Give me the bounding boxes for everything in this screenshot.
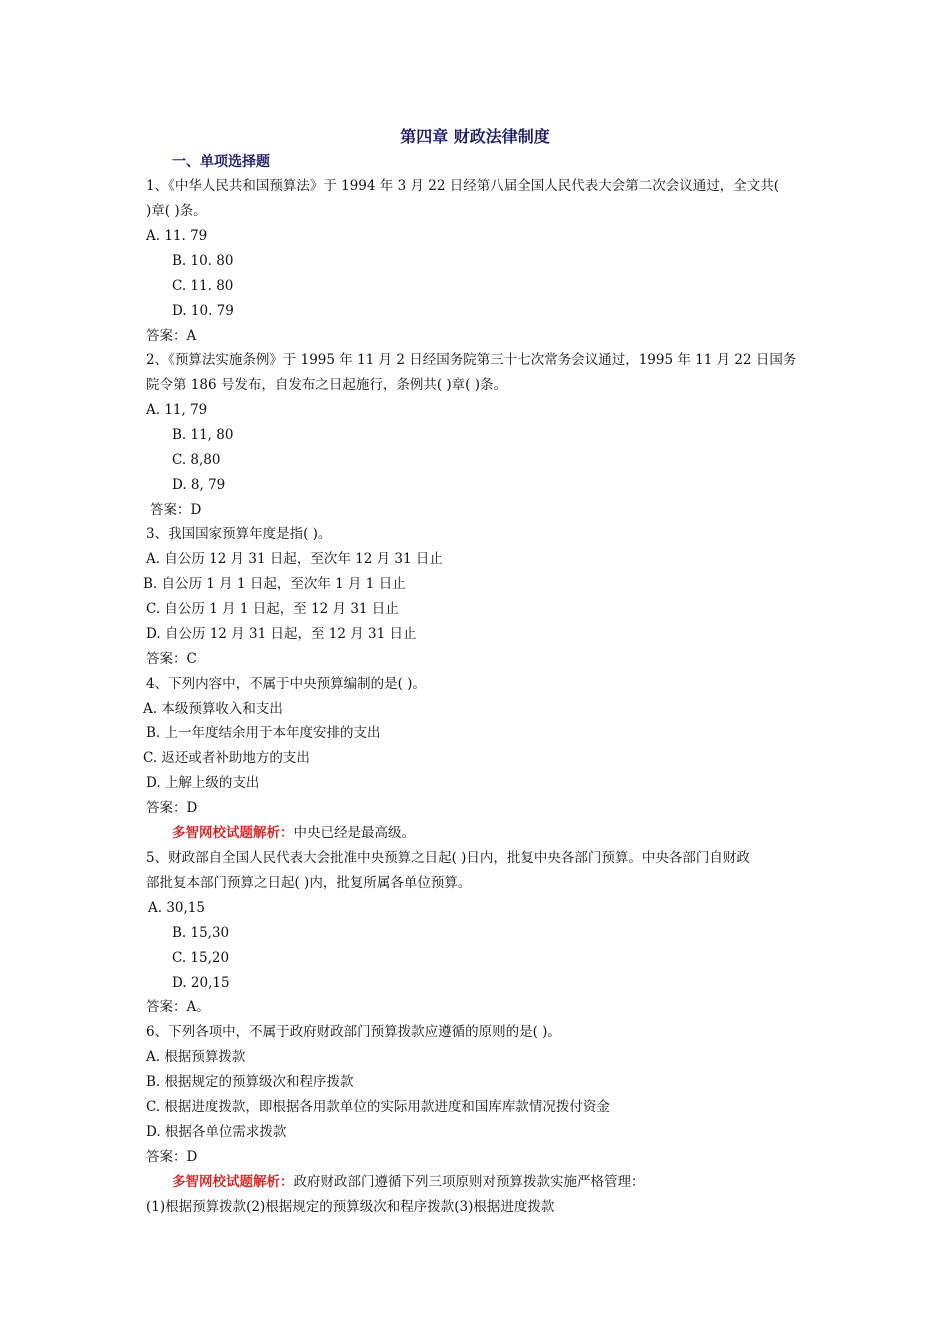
question-5-option-b: B. 15,30 bbox=[172, 925, 230, 941]
question-2-option-b: B. 11, 80 bbox=[172, 427, 234, 443]
question-1-option-d: D. 10. 79 bbox=[172, 303, 234, 319]
question-6-option-c: C. 根据进度拨款，即根据各用款单位的实际用款进度和国库库款情况拨付资金 bbox=[146, 1099, 610, 1115]
question-6-answer: 答案：D bbox=[146, 1149, 198, 1165]
analysis-text: 政府财政部门遵循下列三项原则对预算拨款实施严格管理： bbox=[293, 1174, 645, 1190]
question-1-option-c: C. 11. 80 bbox=[172, 278, 234, 294]
question-5-answer: 答案：A。 bbox=[146, 999, 210, 1015]
question-4-analysis bbox=[172, 822, 415, 844]
question-1-stem-line-2: )章( )条。 bbox=[146, 203, 207, 219]
question-5-option-c: C. 15,20 bbox=[172, 950, 230, 966]
question-6-option-d: D. 根据各单位需求拨款 bbox=[146, 1124, 287, 1140]
question-3-option-a: A. 自公历 12 月 31 日起，至次年 12 月 31 日止 bbox=[146, 551, 443, 567]
question-5-stem-line-1: 5、财政部自全国人民代表大会批准中央预算之日起( )日内，批复中央各部门预算。中央各部门自财政 bbox=[146, 850, 750, 866]
question-4-option-a: A. 本级预算收入和支出 bbox=[143, 701, 283, 717]
question-4-option-c: C. 返还或者补助地方的支出 bbox=[143, 750, 310, 766]
question-6-analysis-line-2: (1)根据预算拨款(2)根据规定的预算级次和程序拨款(3)根据进度拨款 bbox=[146, 1199, 555, 1215]
question-2-option-c: C. 8,80 bbox=[172, 452, 221, 468]
question-1-answer: 答案：A bbox=[146, 328, 197, 344]
question-4-option-d: D. 上解上级的支出 bbox=[146, 775, 260, 791]
question-4-answer: 答案：D bbox=[146, 800, 198, 816]
question-1-option-b: B. 10. 80 bbox=[172, 253, 234, 269]
question-2-stem-line-1: 2、《预算法实施条例》于 1995 年 11 月 2 日经国务院第三十七次常务会议通过，1995 年 11 月 22 日国务 bbox=[146, 352, 797, 368]
question-4-option-b: B. 上一年度结余用于本年度安排的支出 bbox=[146, 725, 381, 741]
question-2-option-d: D. 8, 79 bbox=[172, 477, 226, 493]
question-1-stem-line-1: 1、《中华人民共和国预算法》于 1994 年 3 月 22 日经第八届全国人民代表大会第二次会议通过，全文共( bbox=[146, 178, 779, 194]
section-heading: 一、单项选择题 bbox=[172, 154, 270, 170]
analysis-text: 中央已经是最高级。 bbox=[293, 825, 415, 841]
question-3-answer: 答案：C bbox=[146, 651, 197, 667]
question-6-option-b: B. 根据规定的预算级次和程序拨款 bbox=[146, 1074, 354, 1090]
question-5-option-a: A. 30,15 bbox=[148, 900, 205, 916]
question-2-option-a: A. 11, 79 bbox=[146, 402, 208, 418]
chapter-title: 第四章 财政法律制度 bbox=[400, 127, 550, 146]
question-1-option-a: A. 11. 79 bbox=[146, 228, 208, 244]
question-3-option-d: D. 自公历 12 月 31 日起，至 12 月 31 日止 bbox=[146, 626, 417, 642]
question-2-stem-line-2: 院令第 186 号发布，自发布之日起施行，条例共( )章( )条。 bbox=[146, 377, 507, 393]
question-5-option-d: D. 20,15 bbox=[172, 975, 230, 991]
analysis-label: 多智网校试题解析： bbox=[172, 1174, 294, 1190]
question-4-stem: 4、下列内容中，不属于中央预算编制的是( )。 bbox=[146, 676, 426, 692]
question-2-answer: 答案：D bbox=[150, 502, 202, 518]
question-6-option-a: A. 根据预算拨款 bbox=[146, 1049, 246, 1065]
analysis-label: 多智网校试题解析： bbox=[172, 825, 294, 841]
question-6-stem: 6、下列各项中，不属于政府财政部门预算拨款应遵循的原则的是( )。 bbox=[146, 1024, 561, 1040]
question-3-option-c: C. 自公历 1 月 1 日起，至 12 月 31 日止 bbox=[146, 601, 399, 617]
question-3-stem: 3、我国国家预算年度是指( )。 bbox=[146, 526, 332, 542]
question-6-analysis bbox=[172, 1171, 645, 1193]
question-5-stem-line-2: 部批复本部门预算之日起( )内，批复所属各单位预算。 bbox=[146, 875, 472, 891]
question-3-option-b: B. 自公历 1 月 1 日起，至次年 1 月 1 日止 bbox=[143, 576, 406, 592]
